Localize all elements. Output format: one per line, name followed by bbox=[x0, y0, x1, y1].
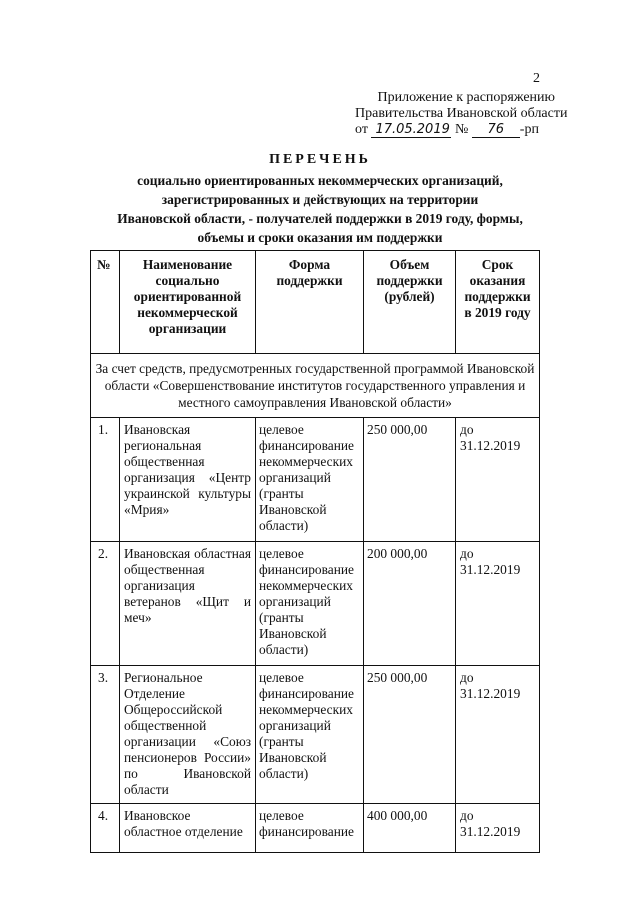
subtitle-line-4: объемы и сроки оказания им поддержки bbox=[197, 230, 443, 245]
appendix-line-2: Правительства Ивановской области bbox=[355, 106, 568, 121]
row-form: целевое финансирование bbox=[256, 804, 364, 853]
row-deadline: до 31.12.2019 bbox=[456, 542, 540, 666]
title-block bbox=[100, 152, 540, 247]
handwritten-date: 17.05.2019 bbox=[371, 122, 451, 138]
subtitle-line-1: социально ориентированных некоммерческих организаций, bbox=[137, 173, 503, 188]
section-row bbox=[91, 354, 540, 418]
row-form: целевое финансирование некоммерческих организаций (гранты Ивановской области) bbox=[256, 418, 364, 542]
row-num: 3. bbox=[91, 666, 120, 804]
row-org: Региональное Отделение Общероссийской общественной организации «Союз пенсионеров России» по Ивановской области bbox=[120, 666, 256, 804]
organizations-table bbox=[90, 250, 540, 853]
section-title: За счет средств, предусмотренных государственной программой Ивановской области «Совершенствование институтов государственного управления и местного самоуправления Ивановской области» bbox=[91, 354, 540, 418]
row-deadline: до 31.12.2019 bbox=[456, 804, 540, 853]
row-amount: 400 000,00 bbox=[364, 804, 456, 853]
row-num: 2. bbox=[91, 542, 120, 666]
row-org: Ивановская региональная общественная организация «Центр украинской культуры «Мрия» bbox=[120, 418, 256, 542]
table-row bbox=[91, 804, 540, 853]
row-form: целевое финансирование некоммерческих организаций (гранты Ивановской области) bbox=[256, 542, 364, 666]
header-deadline: Срок оказания поддержки в 2019 году bbox=[456, 251, 540, 354]
row-amount: 200 000,00 bbox=[364, 542, 456, 666]
header-num: № bbox=[91, 251, 120, 354]
document-title: ПЕРЕЧЕНЬ bbox=[269, 152, 371, 167]
row-org: Ивановское областное отделение bbox=[120, 804, 256, 853]
appendix-block bbox=[355, 90, 568, 138]
row-num: 1. bbox=[91, 418, 120, 542]
row-amount: 250 000,00 bbox=[364, 666, 456, 804]
header-amount: Объем поддержки (рублей) bbox=[364, 251, 456, 354]
row-amount: 250 000,00 bbox=[364, 418, 456, 542]
row-deadline: до 31.12.2019 bbox=[456, 666, 540, 804]
appendix-date-line bbox=[355, 122, 555, 138]
date-prefix: от bbox=[355, 122, 368, 137]
header-name: Наименование социально ориентированной некоммерческой организации bbox=[120, 251, 256, 354]
appendix-line-1: Приложение к распоряжению bbox=[377, 90, 555, 105]
handwritten-number: 76 bbox=[472, 122, 520, 138]
row-num: 4. bbox=[91, 804, 120, 853]
table-row bbox=[91, 418, 540, 542]
row-org: Ивановская областная общественная организация ветеранов «Щит и меч» bbox=[120, 542, 256, 666]
number-prefix: № bbox=[454, 122, 469, 137]
row-form: целевое финансирование некоммерческих организаций (гранты Ивановской области) bbox=[256, 666, 364, 804]
table-header-row bbox=[91, 251, 540, 354]
number-suffix: -рп bbox=[519, 122, 539, 137]
subtitle-line-3: Ивановской области, - получателей поддержки в 2019 году, формы, bbox=[117, 211, 523, 226]
page-number: 2 bbox=[533, 71, 540, 86]
row-deadline: до 31.12.2019 bbox=[456, 418, 540, 542]
header-form: Форма поддержки bbox=[256, 251, 364, 354]
table-row bbox=[91, 542, 540, 666]
subtitle-line-2: зарегистрированных и действующих на территории bbox=[161, 192, 479, 207]
table-row bbox=[91, 666, 540, 804]
